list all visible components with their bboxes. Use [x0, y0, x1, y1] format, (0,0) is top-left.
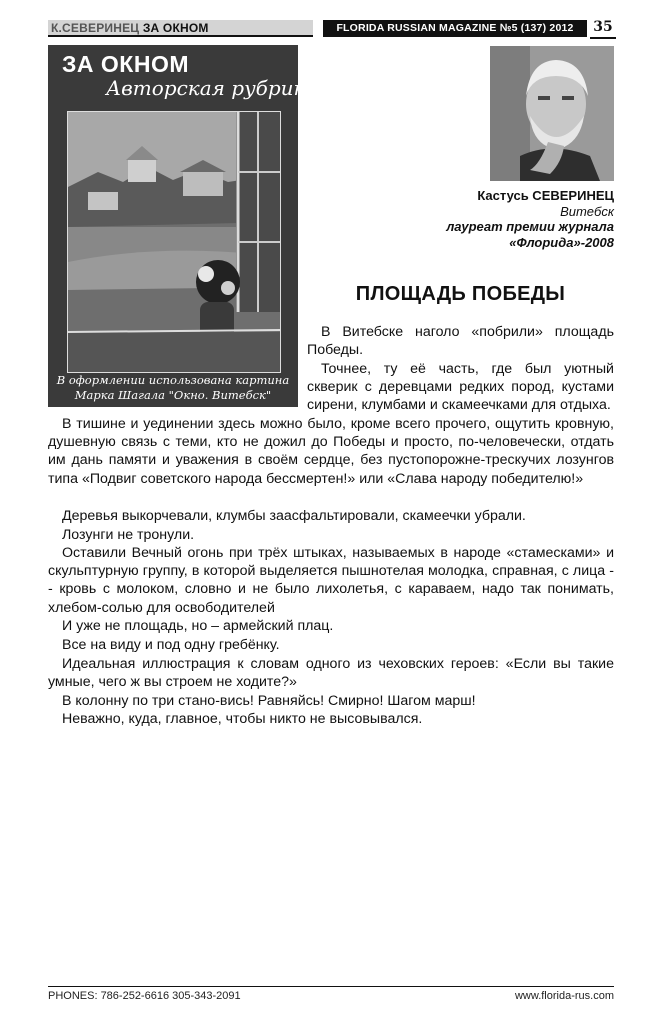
- paragraph-9: Идеальная иллюстрация к словам одного из чеховских героев: «Если вы такие умные, чего ж вы строем не ходите?»: [48, 656, 614, 691]
- header-author: К.СЕВЕРИНЕЦ: [51, 21, 140, 35]
- author-award-line-2: «Флорида»-2008: [509, 234, 614, 250]
- rubric-box: [48, 45, 318, 407]
- author-info: [446, 188, 614, 250]
- paragraph-3: В тишине и уединении здесь можно было, кроме всего прочего, ощутить кровную, душевную связь с теми, кто не дожил до Победы и просто, по-человечески, отдать им дань памяти и уважения в своём сердце, без пустопорожне-трескучих лозунгов типа «Подвиг советского народа бессмертен!» или «Слава народу победителю!»: [48, 416, 614, 487]
- paragraph-2: Точнее, ту её часть, где был уютный скверик с деревцами редких пород, кустами сирени, клумбами и скамеечками для отдыха.: [307, 361, 614, 414]
- paragraph-8: Все на виду и под одну гребёнку.: [62, 637, 280, 653]
- footer-phones: PHONES: 786-252-6616 305-343-2091: [48, 990, 241, 1002]
- caption-line-1: В оформлении использована картина: [56, 373, 290, 387]
- paragraph-7: И уже не площадь, но – армейский плац.: [62, 618, 334, 634]
- paragraph-5: Лозунги не тронули.: [62, 527, 195, 543]
- paragraph-11: Неважно, куда, главное, чтобы никто не высовывался.: [62, 711, 423, 727]
- painting-caption: [52, 373, 294, 403]
- page-number: 35: [590, 18, 616, 39]
- magazine-issue: FLORIDA RUSSIAN MAGAZINE №5 (137) 2012: [323, 20, 587, 37]
- author-city: Витебск: [560, 203, 614, 219]
- caption-line-2: Марка Шагала "Окно. Витебск": [74, 388, 272, 402]
- paragraph-6: Оставили Вечный огонь при трёх штыках, называемых в народе «стамесками» и скульптурную группу, в которой выделяется пышнотелая молодка, справная, с лица -- кровь с молоком, словно и не было лихолетья, с караваем, надо так понимать, хлебом-солью для освободителей: [48, 545, 614, 616]
- header-rubric: ЗА ОКНОМ: [142, 21, 209, 35]
- paragraph-4: Деревья выкорчевали, клумбы заасфальтировали, скамеечки убрали.: [62, 508, 526, 524]
- running-header: [48, 20, 313, 37]
- paragraph-1: В Витебске наголо «побрили» площадь Победы.: [307, 324, 614, 359]
- footer-website: www.florida-rus.com: [514, 990, 614, 1002]
- paragraph-10: В колонну по три стано-вись! Равняйсь! Смирно! Шагом марш!: [62, 693, 476, 709]
- author-award-line-1: лауреат премии журнала: [446, 219, 614, 234]
- rubric-title: ЗА ОКНОМ: [62, 51, 189, 77]
- painting-image: [67, 111, 281, 373]
- footer-divider: [48, 986, 614, 987]
- rubric-subtitle: Авторская рубрика: [106, 76, 318, 100]
- article-title: ПЛОЩАДЬ ПОБЕДЫ: [355, 283, 566, 305]
- author-photo: [490, 46, 614, 181]
- author-name: Кастусь СЕВЕРИНЕЦ: [477, 188, 614, 203]
